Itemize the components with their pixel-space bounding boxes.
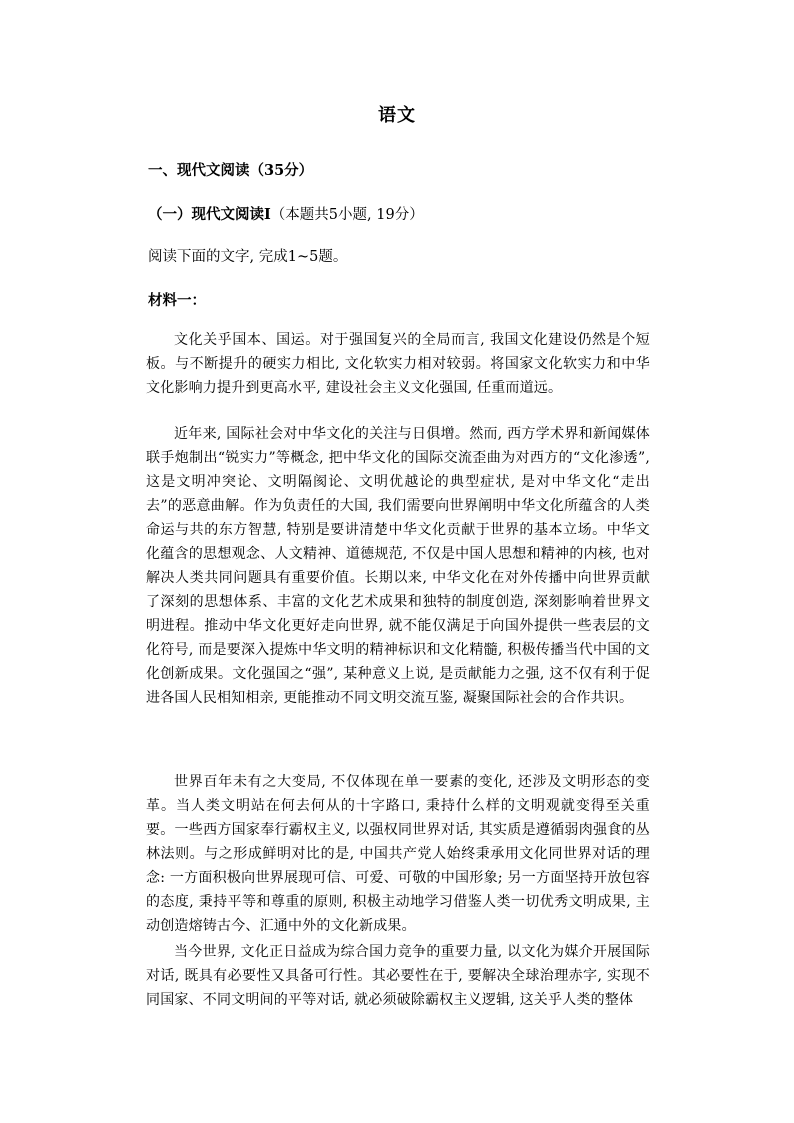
- subsection-label: （一）现代文阅读Ⅰ: [148, 206, 271, 223]
- reading-instruction: 阅读下面的文字, 完成1~5题。: [148, 249, 348, 265]
- subsection-heading: [148, 204, 424, 226]
- paragraph: 文化关乎国本、国运。对于强国复兴的全局而言, 我国文化建设仍然是个短板。与不断提升的硬实力相比, 文化软实力相对较弱。将国家文化软实力和中华文化影响力提升到更高水平, 建设社会主义文化强国, 任重而道远。: [146, 332, 650, 396]
- material-label: 材料一：: [148, 292, 206, 309]
- section-heading: 一、现代文阅读（35分）: [148, 162, 314, 179]
- paragraph: 世界百年未有之大变局, 不仅体现在单一要素的变化, 还涉及文明形态的变革。当人类文明站在何去何从的十字路口, 秉持什么样的文明观就变得至关重要。一些西方国家奉行霸权主义, 以强权同世界对话, 其实质是遵循弱肉强食的丛林法则。与之形成鲜明对比的是, 中国共产党人始终秉承用文化同世界对话的理念: 一方面积极向世界展现可信、可爱、可敬的中国形象; 另一方面坚持开放包容的态度, 秉持平等和尊重的原则, 积极主动地学习借鉴人类一切优秀文明成果, 主动创造熔铸古今、汇通中外的文化新成果。: [146, 774, 650, 934]
- paragraph: 当今世界, 文化正日益成为综合国力竞争的重要力量, 以文化为媒介开展国际对话, 既具有必要性又具备可行性。其必要性在于, 要解决全球治理赤字, 实现不同国家、不同文明间的平等对话, 就必须破除霸权主义逻辑, 这关乎人类的整体: [146, 944, 650, 1008]
- subsection-note: （本题共5小题, 19分）: [270, 207, 424, 223]
- paragraph: 近年来, 国际社会对中华文化的关注与日俱增。然而, 西方学术界和新闻媒体联手炮制出“锐实力”等概念, 把中华文化的国际交流歪曲为对西方的“文化渗透”, 这是文明冲突论、文明隔阂论、文明优越论的典型症状, 是对中华文化“走出去”的恶意曲解。作为负责任的大国, 我们需要向世界阐明中华文化所蕴含的人类命运与共的东方智慧, 特别是要讲清楚中华文化贡献于世界的基本立场。中华文化蕴含的思想观念、人文精神、道德规范, 不仅是中国人思想和精神的内核, 也对解决人类共同问题具有重要价值。长期以来, 中华文化在对外传播中向世界贡献了深刻的思想体系、丰富的文化艺术成果和独特的制度创造, 深刻影响着世界文明进程。推动中华文化更好走向世界, 就不能仅满足于向国外提供一些表层的文化符号, 而是要深入提炼中华文明的精神标识和文化精髓, 积极传播当代中国的文化创新成果。文化强国之“强”, 某种意义上说, 是贡献能力之强, 这不仅有利于促进各国人民相知相亲, 更能推动不同文明交流互鉴, 凝聚国际社会的合作共识。: [146, 426, 650, 706]
- page-title: 语文: [378, 105, 416, 126]
